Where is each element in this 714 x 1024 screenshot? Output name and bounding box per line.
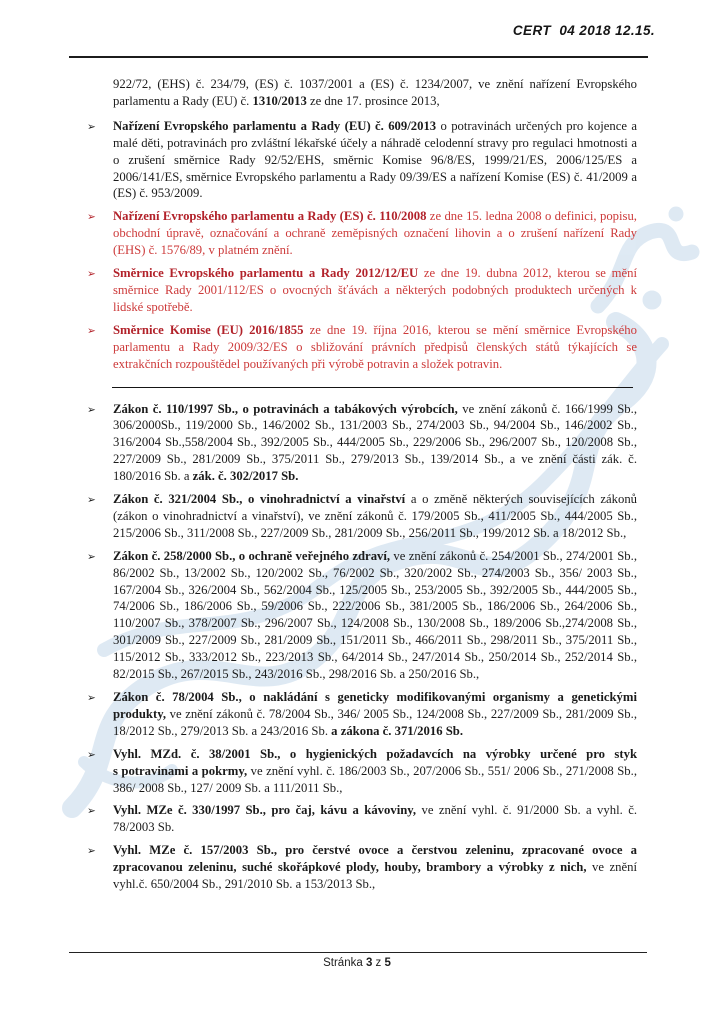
bold-text-run: Vyhl. MZe č. 157/2003 Sb., pro čerstvé ovoce a čerstvou zeleninu, zpracované ovoce a zpracovanou zeleninu, suché skořápkové plody, houby, brambory a výrobky z nich,: [113, 843, 637, 875]
legislation-item: [87, 548, 637, 683]
item-text: [113, 843, 637, 891]
arrow-bullet-icon: ➢: [87, 805, 96, 818]
bold-text-run: a zákona č. 371/2016 Sb.: [331, 723, 463, 738]
header-stamp: CERT 04 2018 12.15.: [512, 23, 655, 38]
page-number: [0, 957, 714, 969]
item-text: [113, 209, 637, 257]
text-run: Stránka: [323, 957, 366, 969]
item-text: [113, 119, 637, 201]
arrow-bullet-icon: ➢: [87, 211, 96, 224]
bold-text-run: Nařízení Evropského parlamentu a Rady (EU) č. 609/2013: [113, 118, 437, 133]
header-rule: [69, 56, 648, 58]
arrow-bullet-icon: ➢: [87, 324, 96, 337]
legislation-item: [87, 842, 637, 893]
bold-text-run: Zákon č. 258/2000 Sb., o ochraně veřejného zdraví,: [113, 548, 391, 563]
bold-text-run: 3: [365, 957, 373, 969]
legislation-item: [87, 265, 637, 316]
item-text: [113, 549, 637, 681]
bold-text-run: Zákon č. 78/2004 Sb., o nakládání s geneticky modifikovanými organismy a genetickými produkty,: [113, 690, 637, 721]
item-text: [113, 492, 637, 540]
legislation-item: [87, 802, 637, 836]
bold-text-run: Nařízení Evropského parlamentu a Rady (ES) č. 110/2008: [113, 209, 427, 224]
bold-text-run: Zákon č. 110/1997 Sb., o potravinách a tabákových výrobcích,: [113, 401, 458, 416]
document-body: [87, 76, 638, 899]
text-run: ve znění vyhl. č. 186/2003 Sb., 207/2006 Sb., 551/ 2006 Sb., 271/2008 Sb., 386/ 2008 Sb., 127/ 2009 Sb. a 111/2011 Sb.,: [113, 763, 637, 795]
text-run: ze dne 19. dubna 2012, kterou se mění směrnice Rady 2001/112/ES o ovocných šťávách a některých podobných produktech určených k lidské spotřebě.: [113, 266, 637, 314]
arrow-bullet-icon: ➢: [87, 550, 96, 563]
item-text: [113, 747, 637, 795]
text-run: ze dne 17. prosince 2013,: [306, 93, 440, 108]
text-run: ze dne 15. ledna 2008 o definici, popisu, obchodní úpravě, označování a ochraně zeměpisných označení lihovin a o zrušení nařízení Rady (EHS) č. 1576/89, v platném znění.: [113, 209, 637, 258]
text-run: z: [372, 957, 385, 969]
legislation-item: [87, 322, 637, 373]
text-run: ve znění zákonů č. 166/1999 Sb., 306/2000Sb., 119/2000 Sb., 146/2002 Sb., 131/2003 Sb., 274/2003 Sb., 94/2004 Sb., 146/2002 Sb., 316/2004 Sb.,558/2004 Sb., 392/2005 Sb., 444/2005 Sb., 229/2006 Sb., 296/2007 Sb., 120/2008 Sb., 227/2009 Sb., 281/2009 Sb., 375/2011 Sb., 279/2013 Sb., 139/2014 Sb., a ve znění části zák. č. 180/2016 Sb. a: [113, 401, 637, 484]
arrow-bullet-icon: ➢: [87, 692, 96, 704]
text-run: ve znění vyhl.č. 650/2004 Sb., 291/2010 Sb. a 153/2013 Sb.,: [113, 860, 637, 892]
text-run: a o změně některých souvisejících zákonů (zákon o vinohradnictví a vinařství), ve znění zákonů č. 179/2005 Sb., 411/2005 Sb., 444/2005 Sb., 215/2006 Sb., 311/2008 Sb., 227/2009 Sb., 281/2009 Sb., 256/2011 Sb., 199/2012 Sb. a 18/2012 Sb.,: [113, 492, 638, 540]
legislation-item: [87, 118, 637, 203]
item-text: [113, 266, 637, 314]
text-run: o potravinách určených pro kojence a malé děti, potravinách pro zvláštní lékařské účely a náhradě celodenní stravy pro regulaci hmotnosti a o zrušení směrnice Rady 92/52/EHS, směrnic Komise 96/8/ES, 1999/21/ES, 2006/125/ES a 2006/141/ES, směrnice Evropského parlamentu a Rady 09/39/ES a nařízení Komise (ES) č. 41/2009 a (ES) č. 953/2009.: [113, 118, 637, 201]
item-text: [113, 803, 637, 834]
text-run: ve znění vyhl. č. 91/2000 Sb. a vyhl. č. 78/2003 Sb.: [113, 803, 637, 835]
text-run: ve znění zákonů č. 78/2004 Sb., 346/ 2005 Sb., 124/2008 Sb., 227/2009 Sb., 281/2009 Sb., 18/2012 Sb., 279/2013 Sb. a 243/2016 Sb.: [113, 706, 637, 738]
bold-text-run: Zákon č. 321/2004 Sb., o vinohradnictví a vinařství: [113, 492, 406, 507]
cz-legislation-list: [87, 401, 638, 893]
item-text: [113, 323, 637, 371]
legislation-item: [87, 689, 637, 740]
item-text: [113, 690, 637, 738]
bold-text-run: 1310/2013: [252, 93, 307, 108]
bold-text-run: Vyhl. MZd. č. 38/2001 Sb., o hygienických požadavcích na výrobky určené pro styk s potravinami a pokrmy,: [113, 746, 637, 778]
section-divider: [112, 387, 633, 388]
intro-paragraph: [113, 76, 637, 110]
legislation-item: [87, 491, 638, 542]
text-run: 922/72, (EHS) č. 234/79, (ES) č. 1037/2001 a (ES) č. 1234/2007, ve znění nařízení Evropského parlamentu a Rady (EU) č.: [113, 77, 637, 108]
item-text: [113, 402, 637, 484]
arrow-bullet-icon: ➢: [87, 268, 96, 281]
arrow-bullet-icon: ➢: [87, 494, 96, 507]
eu-legislation-list: [87, 118, 637, 373]
text-run: ze dne 19. října 2016, kterou se mění směrnice Evropského parlamentu a Rady 2009/32/ES o sbližování právních předpisů členských států týkajících se extrakčních rozpouštědel používaných při výrobě potravin a složek potravin.: [113, 322, 637, 371]
arrow-bullet-icon: ➢: [87, 845, 96, 858]
legislation-item: [87, 746, 637, 797]
text-run: ve znění zákonů č. 254/2001 Sb., 274/2001 Sb., 86/2002 Sb., 13/2002 Sb., 120/2002 Sb., 76/2002 Sb., 320/2002 Sb., 274/2003 Sb., 356/ 2003 Sb., 167/2004 Sb., 326/2004 Sb., 562/2004 Sb., 125/2005 Sb., 253/2005 Sb., 392/2005 Sb., 444/2005 Sb., 74/2006 Sb., 186/2006 Sb., 59/2006 Sb., 222/2006 Sb., 381/2005 Sb., 186/2006 Sb., 264/2006 Sb., 110/2007 Sb., 378/2007 Sb., 296/2007 Sb., 124/2008 Sb., 130/2008 Sb., 189/2006 Sb.,274/2008 Sb., 301/2009 Sb., 227/2009 Sb., 281/2009 Sb., 151/2011 Sb., 466/2011 Sb., 298/2011 Sb., 375/2011 Sb., 115/2012 Sb., 333/2012 Sb., 223/2013 Sb., 64/2014 Sb., 247/2014 Sb., 250/2014 Sb., 252/2014 Sb., 82/2015 Sb., 267/2015 Sb., 243/2016 Sb., 298/2016 Sb. a 250/2016 Sb.,: [113, 548, 637, 682]
bold-text-run: Směrnice Komise (EU) 2016/1855: [113, 322, 304, 337]
arrow-bullet-icon: ➢: [87, 748, 96, 761]
bold-text-run: zák. č. 302/2017 Sb.: [192, 469, 299, 484]
legislation-item: [87, 401, 637, 486]
bold-text-run: 5: [384, 957, 391, 969]
bold-text-run: Vyhl. MZe č. 330/1997 Sb., pro čaj, kávu a kávoviny,: [113, 803, 417, 818]
arrow-bullet-icon: ➢: [87, 120, 96, 133]
footer-rule: [69, 952, 647, 953]
legislation-item: [87, 208, 637, 259]
bold-text-run: Směrnice Evropského parlamentu a Rady 2012/12/EU: [113, 266, 419, 281]
arrow-bullet-icon: ➢: [87, 403, 96, 416]
